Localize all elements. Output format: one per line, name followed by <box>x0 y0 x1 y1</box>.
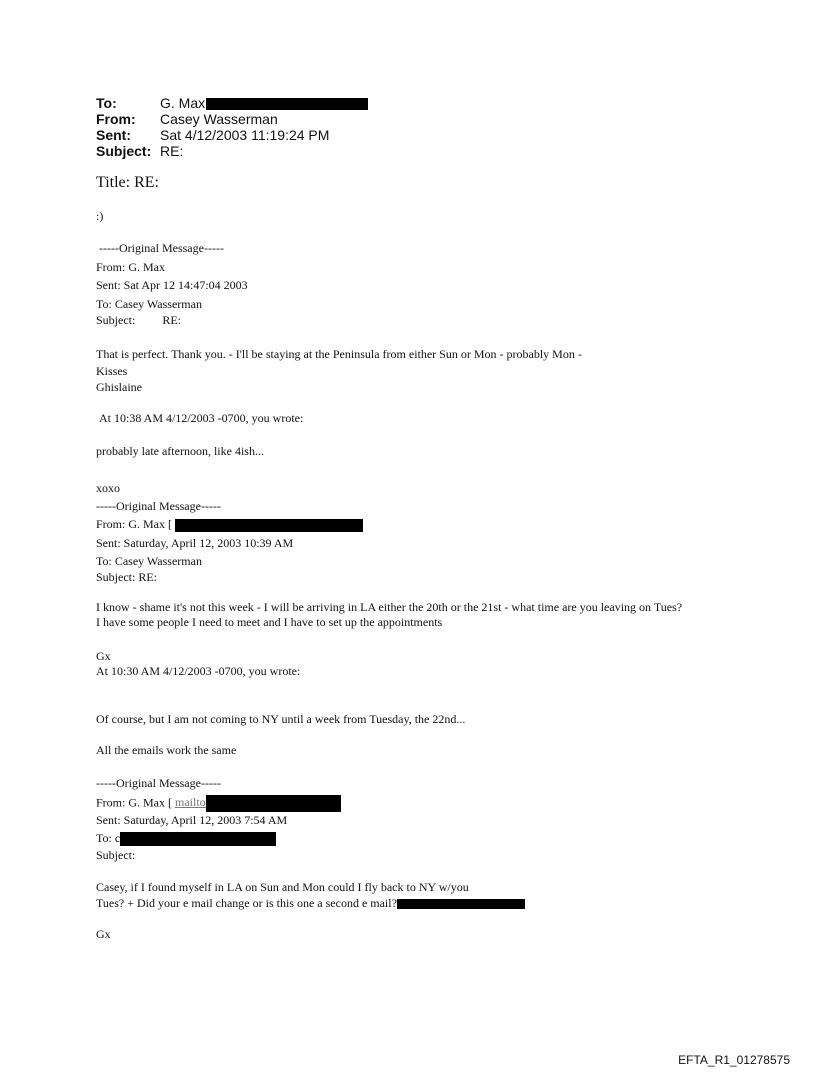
msg1-sent: Sent: Sat Apr 12 14:47:04 2003 <box>96 278 248 292</box>
msg1-body-line2: Kisses <box>96 364 128 378</box>
msg3-sent: Sent: Saturday, April 12, 2003 7:54 AM <box>96 813 288 827</box>
msg2-subject: Subject: RE: <box>96 570 157 584</box>
msg2-sent: Sent: Saturday, April 12, 2003 10:39 AM <box>96 536 294 550</box>
msg3-to-text: To: c <box>96 831 121 845</box>
msg3-from <box>96 795 341 812</box>
xoxo-line: xoxo <box>96 481 120 495</box>
from-value: Casey Wasserman <box>160 111 278 127</box>
msg2-body-line1: I know - shame it's not this week - I will be arriving in LA either the 20th or the 21st - what time are you leaving on Tues? <box>96 600 683 614</box>
msg2-quote: At 10:30 AM 4/12/2003 -0700, you wrote: <box>96 664 301 678</box>
subject-label: Subject: <box>96 143 152 159</box>
msg2-from-text: From: G. Max [ <box>96 517 172 531</box>
msg2-sign: Gx <box>96 649 111 663</box>
to-label: To: <box>96 95 117 111</box>
msg1-subject-value: RE: <box>162 313 181 327</box>
msg1-subject-label: Subject: <box>96 313 136 327</box>
of-course-line: Of course, but I am not coming to NY until a week from Tuesday, the 22nd... <box>96 712 466 726</box>
sent-value: Sat 4/12/2003 11:19:24 PM <box>160 127 330 143</box>
msg3-subject: Subject: <box>96 848 136 862</box>
to-name: G. Max <box>160 95 206 111</box>
msg3-divider: -----Original Message----- <box>96 776 221 790</box>
smiley-text: :) <box>96 209 104 223</box>
msg3-sign: Gx <box>96 927 111 941</box>
email-header <box>96 95 368 159</box>
redaction-bar <box>120 832 276 846</box>
msg1-body-line1: That is perfect. Thank you. - I'll be staying at the Peninsula from either Sun or Mon - probably Mon - <box>96 347 582 361</box>
late-afternoon-line: probably late afternoon, like 4ish... <box>96 444 264 458</box>
msg2-divider: -----Original Message----- <box>96 499 221 513</box>
subject-value: RE: <box>160 143 184 159</box>
header-to-row <box>96 95 368 111</box>
msg3-from-text: From: G. Max [ <box>96 795 172 810</box>
msg1-divider: -----Original Message----- <box>99 241 224 255</box>
msg3-to <box>96 831 276 846</box>
msg3-body-line2 <box>96 896 525 911</box>
msg1-to: To: Casey Wasserman <box>96 297 202 311</box>
to-value <box>160 95 368 111</box>
msg2-body-line2: I have some people I need to meet and I have to set up the appointments <box>96 615 443 629</box>
msg3-body-line1: Casey, if I found myself in LA on Sun and Mon could I fly back to NY w/you <box>96 880 469 894</box>
redaction-bar <box>397 899 525 909</box>
msg1-subject <box>96 313 181 328</box>
quote1-line: At 10:38 AM 4/12/2003 -0700, you wrote: <box>99 411 304 425</box>
header-sent-row <box>96 127 368 143</box>
document-id-footer: EFTA_R1_01278575 <box>678 1053 790 1067</box>
header-subject-row <box>96 143 368 159</box>
msg2-to: To: Casey Wasserman <box>96 554 202 568</box>
msg2-from <box>96 517 363 532</box>
msg1-body-line3: Ghislaine <box>96 380 142 394</box>
header-from-row <box>96 111 368 127</box>
from-label: From: <box>96 111 136 127</box>
msg3-body-line2-text: Tues? + Did your e mail change or is this one a second e mail? <box>96 896 397 910</box>
msg1-from: From: G. Max <box>96 260 165 274</box>
email-title: Title: RE: <box>96 174 159 191</box>
redaction-bar <box>206 795 341 812</box>
redaction-bar <box>206 98 368 110</box>
sent-label: Sent: <box>96 127 131 143</box>
redaction-bar <box>175 519 363 532</box>
mailto-link[interactable]: mailto <box>175 795 206 810</box>
all-emails-line: All the emails work the same <box>96 743 237 757</box>
